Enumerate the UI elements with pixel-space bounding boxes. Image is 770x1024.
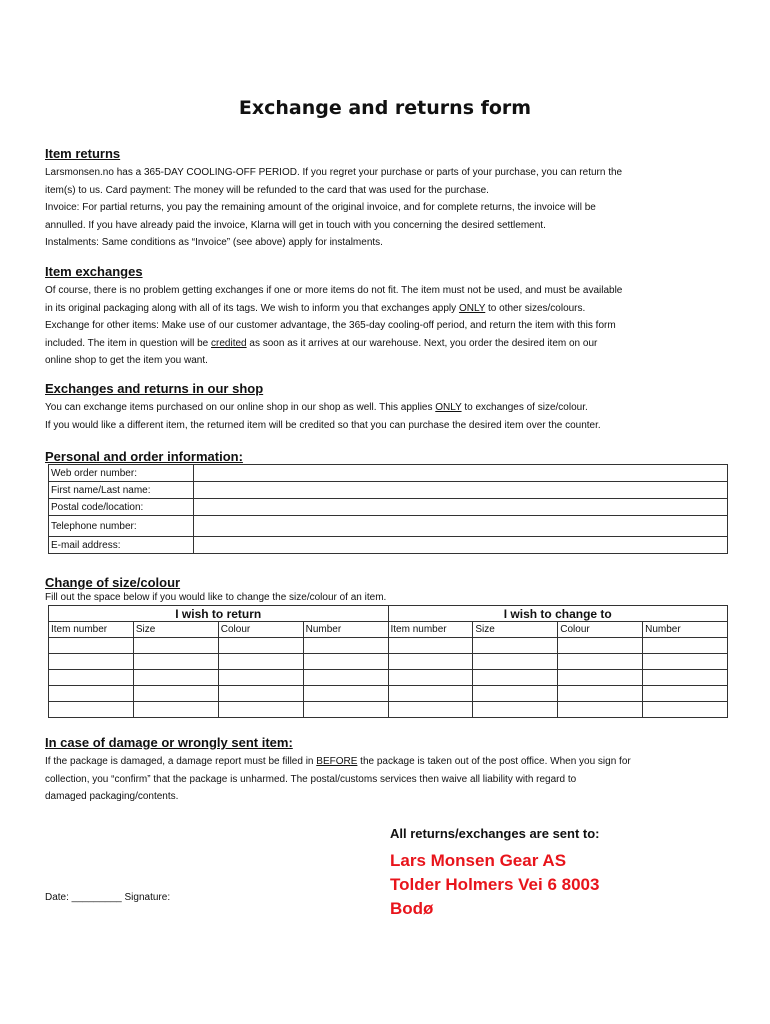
street-address: Tolder Holmers Vei 6 8003 [390, 875, 600, 894]
table-cell[interactable] [133, 702, 218, 718]
column-header: Colour [218, 622, 303, 638]
table-cell[interactable] [49, 702, 134, 718]
size-change-table [48, 605, 728, 718]
table-cell[interactable] [218, 638, 303, 654]
returns-line: Invoice: For partial returns, you pay the remaining amount of the original invoice, and for complete returns, the invoice will be [45, 202, 596, 213]
table-row [49, 465, 728, 482]
table-cell[interactable] [473, 638, 558, 654]
table-cell[interactable] [49, 638, 134, 654]
name-field[interactable] [194, 482, 728, 499]
table-row [49, 482, 728, 499]
table-row [49, 654, 728, 670]
table-cell[interactable] [303, 654, 388, 670]
table-cell[interactable] [388, 686, 473, 702]
item-exchanges-section [45, 264, 735, 370]
table-cell[interactable] [218, 654, 303, 670]
damage-section [45, 735, 735, 806]
shop-heading: Exchanges and returns in our shop [45, 381, 264, 396]
table-cell[interactable] [558, 670, 643, 686]
table-cell[interactable] [558, 654, 643, 670]
returns-line: Instalments: Same conditions as “Invoice” (see above) apply for instalments. [45, 237, 383, 248]
table-cell[interactable] [558, 702, 643, 718]
damage-line: If the package is damaged, a damage report must be filled in BEFORE the package is taken out of the post office. When you sign for [45, 756, 631, 767]
table-cell[interactable] [558, 638, 643, 654]
table-cell[interactable] [558, 686, 643, 702]
column-header: Size [473, 622, 558, 638]
emphasis-only: ONLY [458, 302, 486, 314]
table-cell[interactable] [49, 670, 134, 686]
damage-line: collection, you “confirm” that the package is unharmed. The postal/customs services then waive all liability with regard to [45, 773, 577, 785]
exchanges-line: included. The item in question will be credited as soon as it arrives at our warehouse. Next, you order the desired item on our [45, 337, 598, 349]
page-title: Exchange and returns form [238, 97, 532, 119]
table-row [49, 670, 728, 686]
group-header-row [49, 606, 728, 622]
personal-info-heading: Personal and order information: [45, 449, 243, 464]
returns-line: annulled. If you have already paid the invoice, Klarna will get in touch with you concerning the desired settlement. [45, 219, 546, 231]
exchanges-line: Exchange for other items: Make use of our customer advantage, the 365-day cooling-off period, and return the item with this form [45, 320, 616, 331]
table-cell[interactable] [388, 702, 473, 718]
exchanges-line: in its original packaging along with all of its tags. We wish to inform you that exchanges apply ONLY to other sizes/colours. [45, 302, 586, 314]
date-signature-line[interactable]: Date: _________ Signature: [45, 892, 171, 903]
table-cell[interactable] [643, 702, 728, 718]
personal-info-table [48, 464, 728, 554]
size-change-instruction: Fill out the space below if you would like to change the size/colour of an item. [45, 592, 387, 603]
exchanges-line: Of course, there is no problem getting exchanges if one or more items do not fit. The item must not be used, and must be available [45, 285, 623, 296]
exchanges-line: online shop to get the item you want. [45, 355, 208, 366]
web-order-number-field[interactable] [194, 465, 728, 482]
item-exchanges-heading: Item exchanges [45, 264, 143, 279]
damage-heading: In case of damage or wrongly sent item: [45, 735, 293, 750]
field-label: Postal code/location: [49, 499, 194, 516]
shop-section [45, 381, 735, 434]
size-change-section [45, 575, 735, 605]
table-row [49, 638, 728, 654]
email-field[interactable] [194, 537, 728, 554]
column-header: Number [643, 622, 728, 638]
returns-line: item(s) to us. Card payment: The money will be refunded to the card that was used for the purchase. [45, 184, 489, 196]
table-cell[interactable] [133, 638, 218, 654]
table-cell[interactable] [49, 686, 134, 702]
column-header: Size [133, 622, 218, 638]
emphasis-before: BEFORE [316, 756, 358, 767]
table-cell[interactable] [303, 702, 388, 718]
table-row [49, 499, 728, 516]
table-row [49, 686, 728, 702]
address-lead: All returns/exchanges are sent to: [390, 826, 600, 841]
emphasis-only: ONLY [435, 402, 462, 413]
returns-line: Larsmonsen.no has a 365-DAY COOLING-OFF PERIOD. If you regret your purchase or parts of your purchase, you can return the [45, 167, 623, 178]
table-cell[interactable] [218, 702, 303, 718]
table-cell[interactable] [303, 638, 388, 654]
column-header: Number [303, 622, 388, 638]
table-cell[interactable] [643, 638, 728, 654]
field-label: Telephone number: [49, 516, 194, 537]
table-row [49, 537, 728, 554]
table-cell[interactable] [218, 686, 303, 702]
table-cell[interactable] [643, 654, 728, 670]
table-cell[interactable] [473, 670, 558, 686]
field-label: Web order number: [49, 465, 194, 482]
item-returns-heading: Item returns [45, 146, 121, 161]
table-cell[interactable] [133, 654, 218, 670]
return-group-header: I wish to return [49, 606, 389, 622]
change-group-header: I wish to change to [388, 606, 728, 622]
item-returns-section [45, 146, 735, 252]
table-cell[interactable] [388, 638, 473, 654]
postal-code-field[interactable] [194, 499, 728, 516]
emphasis-credited: credited [211, 337, 247, 349]
telephone-field[interactable] [194, 516, 728, 537]
table-cell[interactable] [473, 686, 558, 702]
shop-line: If you would like a different item, the returned item will be credited so that you can purchase the desired item over the counter. [45, 419, 601, 431]
table-cell[interactable] [303, 686, 388, 702]
table-cell[interactable] [473, 702, 558, 718]
column-header: Item number [49, 622, 134, 638]
column-header: Item number [388, 622, 473, 638]
table-cell[interactable] [643, 670, 728, 686]
field-label: E-mail address: [49, 537, 194, 554]
table-row [49, 702, 728, 718]
size-change-heading: Change of size/colour [45, 575, 181, 590]
city: Bodø [390, 899, 434, 918]
return-address-block [390, 826, 600, 921]
table-cell[interactable] [49, 654, 134, 670]
field-label: First name/Last name: [49, 482, 194, 499]
table-cell[interactable] [133, 686, 218, 702]
table-cell[interactable] [388, 670, 473, 686]
table-cell[interactable] [643, 686, 728, 702]
table-cell[interactable] [473, 654, 558, 670]
damage-line: damaged packaging/contents. [45, 791, 179, 802]
table-cell[interactable] [388, 654, 473, 670]
table-cell[interactable] [218, 670, 303, 686]
column-header-row [49, 622, 728, 638]
table-cell[interactable] [133, 670, 218, 686]
shop-line: You can exchange items purchased on our online shop in our shop as well. This applies ONLY to exchanges of size/colour. [45, 402, 588, 413]
company-name: Lars Monsen Gear AS [390, 851, 567, 870]
table-row [49, 516, 728, 537]
column-header: Colour [558, 622, 643, 638]
table-cell[interactable] [303, 670, 388, 686]
